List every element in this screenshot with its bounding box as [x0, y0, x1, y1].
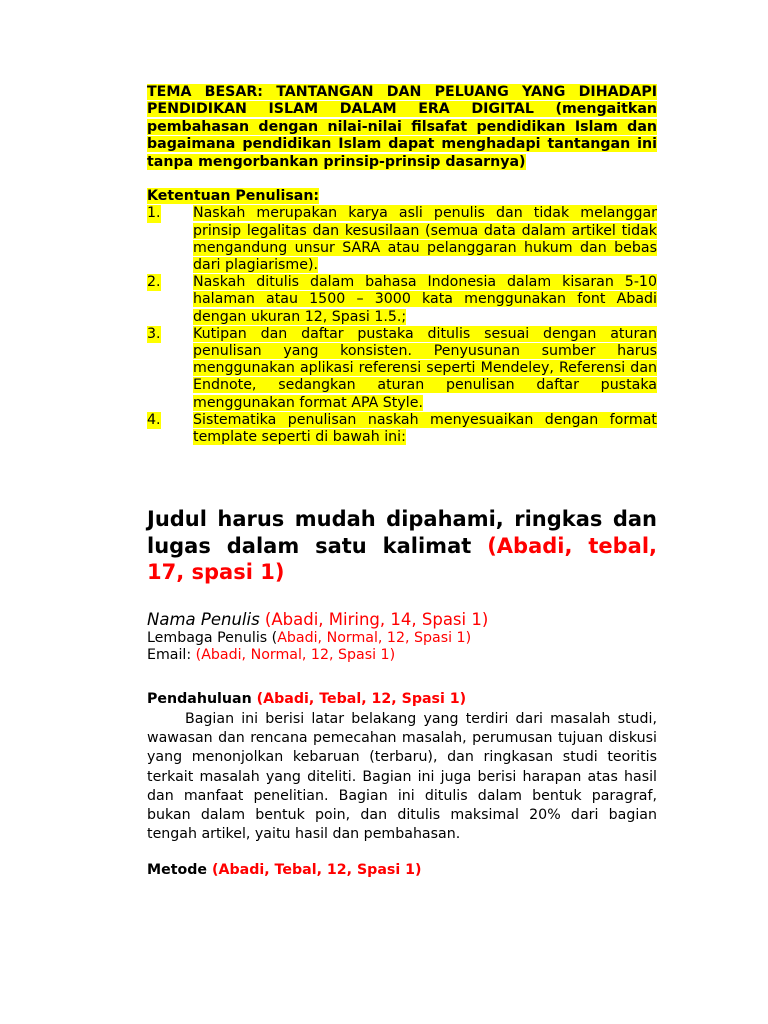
rule-item — [147, 205, 657, 274]
rules-title-text: Ketentuan Penulisan: — [147, 188, 320, 205]
institution-line — [147, 630, 657, 647]
rule-text: Naskah merupakan karya asli penulis dan tidak melanggar prinsip legalitas dan kesusilaan (semua data dalam artikel tidak mengandung unsur SARA atau pelanggaran hukum dan bebas dari plagiarisme). — [193, 205, 657, 274]
institution-format-note: Abadi, Normal, 12, Spasi 1) — [277, 629, 472, 646]
rule-text: Naskah ditulis dalam bahasa Indonesia dalam kisaran 5-10 halaman atau 1500 – 3000 kata menggunakan font Abadi dengan ukuran 12, Spasi 1.5.; — [193, 274, 657, 325]
email-line — [147, 647, 657, 664]
author-name: Nama Penulis — [147, 609, 260, 629]
rule-number: 1. — [147, 205, 161, 222]
rules-list — [147, 205, 657, 446]
rules-title — [147, 188, 657, 205]
rule-number: 3. — [147, 325, 161, 342]
institution-label: Lembaga Penulis ( — [147, 629, 278, 646]
method-heading — [147, 862, 657, 879]
rule-text: Sistematika penulisan naskah menyesuaikan dengan format template seperti di bawah ini: — [193, 411, 657, 446]
rule-item — [147, 326, 657, 412]
article-title — [147, 506, 657, 586]
article-title-text: Judul harus mudah dipahami, ringkas dan lugas dalam satu kalimat — [147, 507, 657, 558]
email-label: Email: — [147, 647, 192, 664]
intro-heading-text: Pendahuluan — [147, 690, 252, 707]
method-heading-text: Metode — [147, 862, 208, 879]
theme-paragraph — [147, 84, 657, 171]
method-format-note: (Abadi, Tebal, 12, Spasi 1) — [212, 862, 422, 879]
theme-text: TEMA BESAR: TANTANGAN DAN PELUANG YANG DIHADAPI PENDIDIKAN ISLAM DALAM ERA DIGITAL (mengaitkan pembahasan dengan nilai-nilai filsafat pendidikan Islam dan bagaimana pendidikan Islam dapat menghadapi tantangan ini tanpa mengorbankan prinsip-prinsip dasarnya) — [147, 84, 657, 170]
intro-format-note: (Abadi, Tebal, 12, Spasi 1) — [256, 690, 467, 707]
rule-number: 2. — [147, 274, 161, 291]
rule-item — [147, 274, 657, 326]
intro-heading — [147, 691, 657, 708]
email-format-note: (Abadi, Normal, 12, Spasi 1) — [195, 647, 396, 664]
author-line — [147, 610, 657, 630]
author-format-note: (Abadi, Miring, 14, Spasi 1) — [264, 609, 489, 629]
rule-number: 4. — [147, 411, 161, 428]
article-title-format-note: (Abadi, tebal, 17, spasi 1) — [147, 533, 658, 585]
rule-item — [147, 412, 657, 446]
rule-text: Kutipan dan daftar pustaka ditulis sesuai dengan aturan penulisan yang konsisten. Penyusunan sumber harus menggunakan aplikasi referensi seperti Mendeley, Referensi dan Endnote, sedangkan aturan penulisan daftar pustaka menggunakan format APA Style. — [193, 325, 657, 411]
document-page — [147, 84, 657, 880]
intro-paragraph: Bagian ini berisi latar belakang yang terdiri dari masalah studi, wawasan dan rencana pemecahan masalah, perumusan tujuan diskusi yang menonjolkan kebaruan (terbaru), dan ringkasan studi teoritis terkait masalah yang diteliti. Bagian ini juga berisi harapan atas hasil dan manfaat penelitian. Bagian ini ditulis dalam bentuk paragraf, bukan dalam bentuk poin, dan ditulis maksimal 20% dari bagian tengah artikel, yaitu hasil dan pembahasan. — [147, 711, 657, 843]
